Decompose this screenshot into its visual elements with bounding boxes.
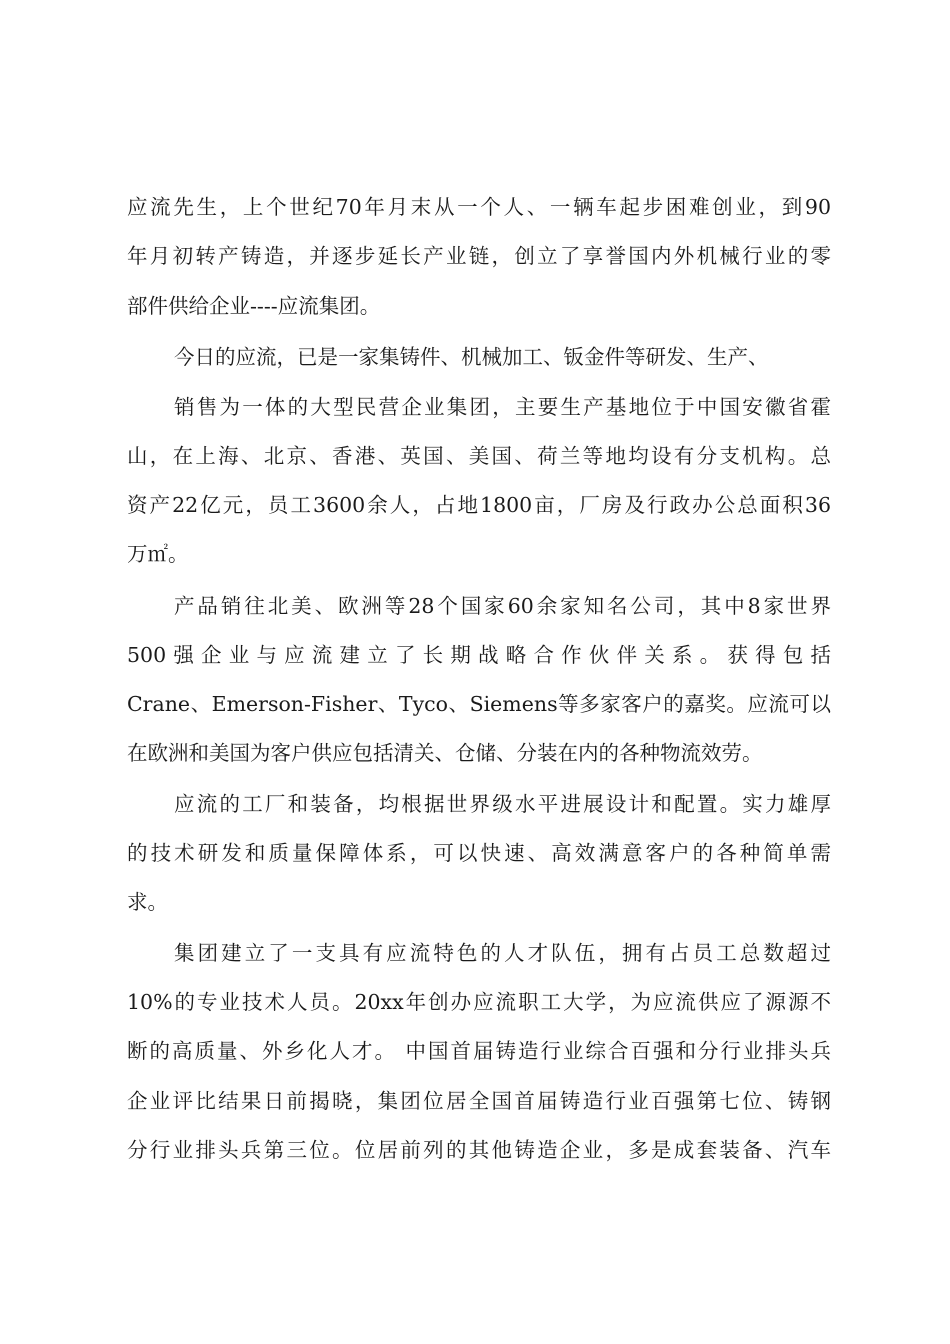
text-line: 的技术研发和质量保障体系，可以快速、高效满意客户的各种简单需 bbox=[127, 841, 831, 865]
text-line: 产品销往北美、欧洲等28个国家60余家知名公司，其中8家世界 bbox=[174, 594, 831, 618]
text-line: 求。 bbox=[127, 890, 168, 914]
text-line: 500强企业与应流建立了长期战略合作伙伴关系。获得包括 bbox=[127, 643, 831, 667]
text-line: 断的高质量、外乡化人才。 中国首届铸造行业综合百强和分行业排头兵 bbox=[127, 1039, 831, 1063]
text-line: 万㎡。 bbox=[127, 542, 189, 566]
text-line: 山，在上海、北京、香港、英国、美国、荷兰等地均设有分支机构。总 bbox=[127, 444, 831, 468]
text-line: 集团建立了一支具有应流特色的人才队伍，拥有占员工总数超过 bbox=[174, 941, 831, 965]
text-line: 分行业排头兵第三位。位居前列的其他铸造企业，多是成套装备、汽车 bbox=[127, 1138, 831, 1162]
text-line: 企业评比结果日前揭晓，集团位居全国首届铸造行业百强第七位、铸钢 bbox=[127, 1089, 831, 1113]
text-line: 资产22亿元，员工3600余人，占地1800亩，厂房及行政办公总面积36 bbox=[127, 493, 831, 517]
text-line: 部件供给企业----应流集团。 bbox=[127, 294, 381, 318]
text-line: 应流先生，上个世纪70年月末从一个人、一辆车起步困难创业，到90 bbox=[127, 195, 831, 219]
text-line: 年月初转产铸造，并逐步延长产业链，创立了享誉国内外机械行业的零 bbox=[127, 244, 831, 268]
text-line: 应流的工厂和装备，均根据世界级水平进展设计和配置。实力雄厚 bbox=[174, 792, 831, 816]
text-line: 10%的专业技术人员。20xx年创办应流职工大学，为应流供应了源源不 bbox=[127, 990, 831, 1014]
text-line: Crane、Emerson-Fisher、Tyco、Siemens等多家客户的嘉奖。应流可以 bbox=[127, 692, 831, 716]
text-line: 在欧洲和美国为客户供应包括清关、仓储、分装在内的各种物流效劳。 bbox=[127, 741, 763, 765]
text-line: 今日的应流，已是一家集铸件、机械加工、钣金件等研发、生产、 bbox=[174, 345, 769, 369]
text-line: 销售为一体的大型民营企业集团，主要生产基地位于中国安徽省霍 bbox=[174, 395, 831, 419]
